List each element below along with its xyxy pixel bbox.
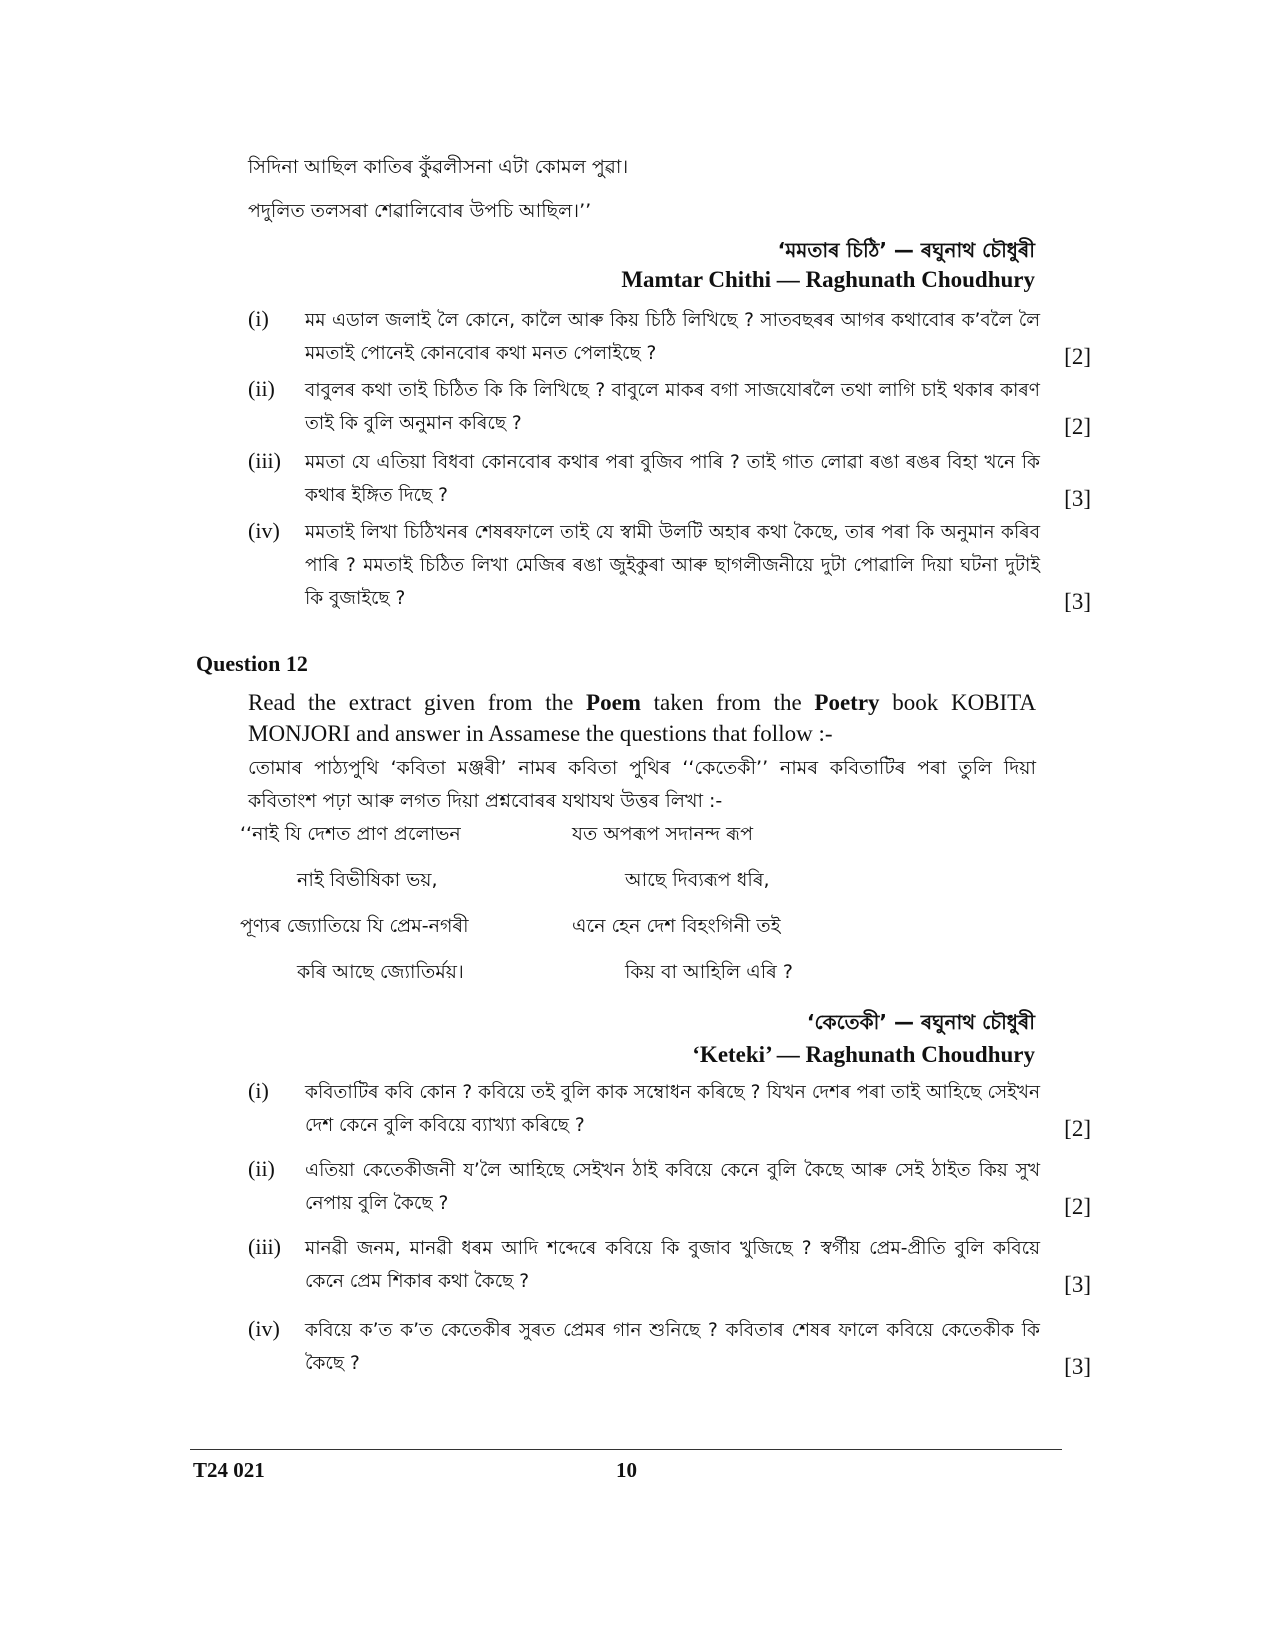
question-text: বাবুলৰ কথা তাই চিঠিত কি কি লিখিছে ? বাবুলে মাকৰ বগা সাজযোৰলৈ তথা লাগি চাই থকাৰ কাৰণ তাই কি বুলি অনুমান কৰিছে ?: [305, 380, 1040, 434]
section2-credit-assamese: ‘কেতেকী’ — ৰঘুনাথ চৌধুৰী: [806, 1010, 1035, 1034]
question-number: (iv): [248, 1316, 280, 1341]
footer-divider: [190, 1449, 1062, 1450]
question-item: [248, 1076, 1091, 1142]
question-item: [248, 516, 1091, 615]
question-number: (ii): [248, 376, 275, 401]
question-text: এতিয়া কেতেকীজনী য’লৈ আহিছে সেইখন ঠাই কবিয়ে কেনে বুলি কৈছে আৰু সেই ঠাইত কিয় সুখ নেপায় বুলি কৈছে ?: [305, 1160, 1040, 1214]
question-number: (iii): [248, 1234, 281, 1259]
instruction-bold-poetry: Poetry: [814, 690, 880, 715]
section1-credit-english: Mamtar Chithi — Raghunath Choudhury: [621, 267, 1035, 292]
question-marks: [2]: [1064, 1116, 1091, 1141]
question-text: কবিতাটিৰ কবি কোন ? কবিয়ে তই বুলি কাক সম্বোধন কৰিছে ? যিখন দেশৰ পৰা তাই আহিছে সেইখন দেশ কেনে বুলি কবিয়ে ব্যাখ্যা কৰিছে ?: [305, 1082, 1040, 1136]
instruction-text: Read the extract given from the: [248, 690, 587, 715]
instruction-english: [248, 687, 1036, 749]
question-item: [248, 1314, 1091, 1380]
question-text: মানৱী জনম, মানৱী ধৰম আদি শব্দেৰে কবিয়ে কি বুজাব খুজিছে ? স্বৰ্গীয় প্ৰেম-প্ৰীতি বুলি কবিয়ে কেনে প্ৰেম শিকাৰ কথা কৈছে ?: [305, 1238, 1040, 1292]
question-text: মম এডাল জলাই লৈ কোনে, কালৈ আৰু কিয় চিঠি লিখিছে ? সাতবছৰৰ আগৰ কথাবোৰ ক’বলৈ লৈ মমতাই পোনেই কোনবোৰ কথা মনত পেলাইছে ?: [305, 310, 1040, 364]
question-item: [248, 1232, 1091, 1298]
question-marks: [3]: [1064, 486, 1091, 511]
question-text: মমতা যে এতিয়া বিধবা কোনবোৰ কথাৰ পৰা বুজিব পাৰি ? তাই গাত লোৱা ৰঙা ৰঙৰ বিহা খনে কি কথাৰ ইঙ্গিত দিছে ?: [305, 452, 1040, 506]
poem-line-1b: যত অপৰূপ সদানন্দ ৰূপ: [572, 823, 754, 845]
section1-credit-assamese: ‘মমতাৰ চিঠি’ — ৰঘুনাথ চৌধুৰী: [777, 238, 1035, 262]
question-number: (i): [248, 1078, 269, 1103]
instruction-bold-poem: Poem: [586, 690, 641, 715]
poem-line-3a: পূণ্যৰ জ্যোতিয়ে যি প্ৰেম-নগৰী: [240, 915, 469, 937]
instruction-text: taken from the: [640, 690, 815, 715]
question-number: (iii): [248, 448, 281, 473]
poem-line-4b: কিয় বা আহিলি এৰি ?: [625, 961, 794, 983]
question-heading: Question 12: [196, 651, 308, 676]
footer-page-number: 10: [616, 1458, 637, 1482]
poem-line-2a: নাই বিভীষিকা ভয়,: [297, 869, 438, 891]
question-marks: [2]: [1064, 344, 1091, 369]
question-marks: [2]: [1064, 1194, 1091, 1219]
question-item: [248, 446, 1091, 512]
question-number: (iv): [248, 518, 280, 543]
footer-paper-code: T24 021: [193, 1458, 265, 1482]
poem-line-3b: এনে হেন দেশ বিহংগিনী তই: [572, 915, 781, 937]
question-item: [248, 304, 1091, 370]
extract-line-2: পদুলিত তলসৰা শেৱালিবোৰ উপচি আছিল।’’: [248, 200, 592, 222]
question-number: (ii): [248, 1156, 275, 1181]
section2-credit-english: ‘Keteki’ — Raghunath Choudhury: [692, 1042, 1035, 1067]
question-marks: [3]: [1064, 1354, 1091, 1379]
poem-line-1a: ‘‘নাই যি দেশত প্ৰাণ প্ৰলোভন: [240, 823, 461, 845]
question-number: (i): [248, 306, 269, 331]
question-marks: [3]: [1064, 1272, 1091, 1297]
question-marks: [3]: [1064, 589, 1091, 614]
question-marks: [2]: [1064, 414, 1091, 439]
instruction-assamese: তোমাৰ পাঠ্যপুথি ‘কবিতা মঞ্জৰী’ নামৰ কবিতা পুথিৰ ‘‘কেতেকী’’ নামৰ কবিতাটিৰ পৰা তুলি দিয়া কবিতাংশ পঢ়া আৰু লগত দিয়া প্ৰশ্নবোৰৰ যথাযথ উত্তৰ লিখা :-: [248, 757, 1036, 812]
question-text: কবিয়ে ক’ত ক’ত কেতেকীৰ সুৰত প্ৰেমৰ গান শুনিছে ? কবিতাৰ শেষৰ ফালে কবিয়ে কেতেকীক কি কৈছে ?: [305, 1320, 1040, 1374]
extract-line-1: সিদিনা আছিল কাতিৰ কুঁৱলীসনা এটা কোমল পুৱা।: [248, 156, 629, 178]
question-item: [248, 374, 1091, 440]
question-item: [248, 1154, 1091, 1220]
poem-line-2b: আছে দিব্যৰূপ ধৰি,: [625, 869, 770, 891]
instruction-text: book KOBITA MONJORI and answer in Assamese the questions that follow :-: [248, 690, 1036, 746]
poem-line-4a: কৰি আছে জ্যোতিৰ্ময়।: [297, 961, 464, 983]
question-text: মমতাই লিখা চিঠিখনৰ শেষৰফালে তাই যে স্বামী উলটি অহাৰ কথা কৈছে, তাৰ পৰা কি অনুমান কৰিব পাৰি ? মমতাই চিঠিত লিখা মেজিৰ ৰঙা জুইকুৰা আৰু ছাগলীজনীয়ে দুটা পোৱালি দিয়া ঘটনা দুটাই কি বুজাইছে ?: [305, 522, 1040, 609]
